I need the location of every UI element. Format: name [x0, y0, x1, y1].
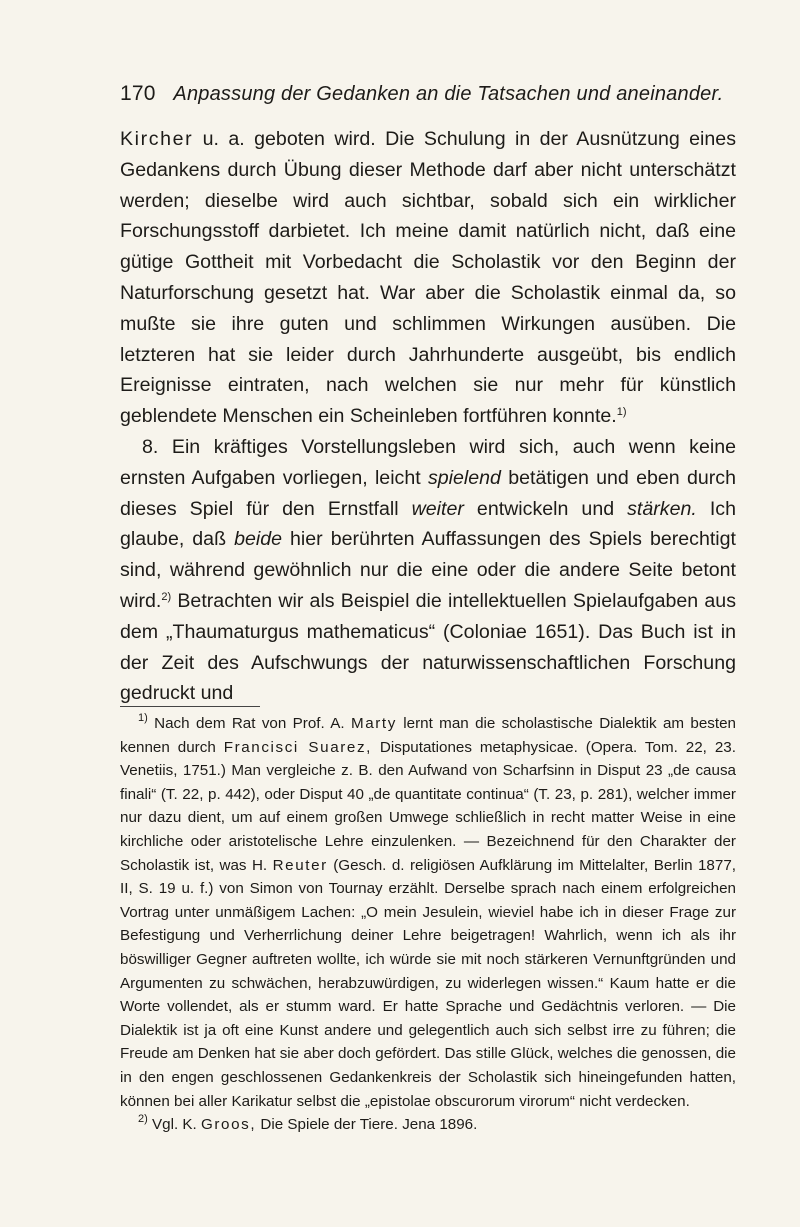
footnote-ref-1: 1)	[616, 406, 627, 419]
footnote-1-text-a: Nach dem Rat von Prof. A.	[147, 715, 351, 732]
footnote-1-text-c: Disputationes metaphysicae. (Opera. Tom. 22, 23. Venetiis, 1751.) Man vergleiche z. B. den Aufwand von Scharfsinn in Disput 23 „de causa finali“ (T. 22, p. 442), oder Disput 40 „de quantitate continua“ (T. 23, p. 281), welcher immer nur dazu dient, um auf einem großen Umwege schließlich in recht matter Weise in eine kirchliche oder aristotelische Lehre einzulenken. — Bezeichnend für den Charakter der Scholastik ist, was H.	[120, 738, 736, 874]
name-reuter: Reuter	[272, 856, 328, 874]
paragraph-1	[120, 124, 736, 432]
name-kircher: Kircher	[120, 128, 194, 150]
footnote-2	[120, 1113, 736, 1137]
emphasis-beide: beide	[234, 528, 283, 551]
paragraph-1-text: u. a. geboten wird. Die Schulung in der Ausnützung eines Gedankens durch Übung dieser Methode darf aber nicht unterschätzt werden; dieselbe wird auch sichtbar, sobald sich ein wirklicher Forschungsstoff darbietet. Ich meine damit natürlich nicht, daß eine gütige Gottheit mit Vorbedacht die Scholastik vor den Beginn der Naturforschung gesetzt hat. War aber die Scholastik einmal da, so mußte sie ihre guten und schlimmen Wirkungen ausüben. Die letzteren hat sie leider durch Jahrhunderte ausgeübt, bis endlich Ereignisse eintraten, nach welchen sie nur mehr für künstlich geblendete Menschen ein Scheinleben fortführen konnte.	[120, 128, 736, 428]
footnote-2-text-a: Vgl. K.	[147, 1116, 201, 1134]
paragraph-2	[120, 432, 736, 709]
paragraph-2-mid2: entwickeln und	[463, 497, 628, 520]
footnote-2-marker: 2)	[138, 1113, 148, 1126]
paragraph-2-mid1: betätigen und eben durch dieses Spiel für den Ernstfall	[120, 466, 736, 520]
footnote-rule	[120, 706, 260, 707]
name-marty: Marty	[350, 715, 397, 732]
page-header	[120, 82, 730, 106]
footnote-2-text-b: Die Spiele der Tiere. Jena 1896.	[256, 1116, 478, 1134]
emphasis-staerken: stärken.	[627, 497, 697, 520]
emphasis-weiter: weiter	[411, 497, 464, 520]
paragraph-2-lead: 8. Ein kräftiges Vorstellungsleben wird sich, auch wenn keine ernsten Aufgaben vorliegen, leicht	[120, 435, 736, 489]
name-francisci-suarez: Francisci Suarez,	[223, 738, 372, 756]
footnote-1-marker: 1)	[138, 712, 148, 724]
page-number: 170	[120, 82, 156, 105]
name-groos: Groos,	[200, 1116, 257, 1134]
running-title: Anpassung der Gedanken an die Tatsachen und aneinander.	[173, 83, 724, 105]
paragraph-2-mid4: hier berührten Auffassungen des Spiels berechtigt sind, während gewöhnlich nur die eine oder die andere Seite betont wird.	[120, 528, 736, 612]
paragraph-2-mid3: Ich glaube, daß	[120, 497, 736, 551]
footnotes	[120, 712, 736, 1137]
paragraph-2-tail: Betrachten wir als Beispiel die intellektuellen Spielaufgaben aus dem „Thaumaturgus mathematicus“ (Coloniae 1651). Das Buch ist in der Zeit des Aufschwungs der naturwissenschaftlichen Forschung gedruckt und	[120, 589, 736, 705]
main-text	[120, 124, 736, 709]
footnote-1-text-d: (Gesch. d. religiösen Aufklärung im Mittelalter, Berlin 1877, II, S. 19 u. f.) von Simon von Tournay erzählt. Derselbe sprach nach einem erfolgreichen Vortrag unter unmäßigem Lachen: „O mein Jesulein, wieviel habe ich in dieser Frage zur Befestigung und Verherrlichung deiner Lehre beigetragen! Wahrlich, wenn ich als ihr böswilliger Gegner auftreten wollte, ich würde sie mit noch stärkeren Vernunftgründen und Argumenten zu schwächen, herabzuwürdigen, zu widerlegen wissen.“ Kaum hatte er die Worte vollendet, als er stumm ward. Er hatte Sprache und Gedächtnis verloren. — Die Dialektik ist ja oft eine Kunst andere und gelegentlich auch sich selbst irre zu führen; die Freude am Denken hat sie aber doch gefördert. Das stille Glück, welches die genossen, die in den engen geschlossenen Gedankenkreis der Scholastik sich hineingefunden hatten, können bei aller Karikatur selbst die „epistolae obscurorum virorum“ nicht verdecken.	[120, 856, 736, 1110]
footnote-ref-2: 2)	[161, 590, 172, 603]
footnote-1-text-b: lernt man die scholastische Dialektik am besten kennen durch	[120, 715, 736, 756]
footnote-1	[120, 712, 736, 1113]
emphasis-spielend: spielend	[427, 466, 501, 489]
